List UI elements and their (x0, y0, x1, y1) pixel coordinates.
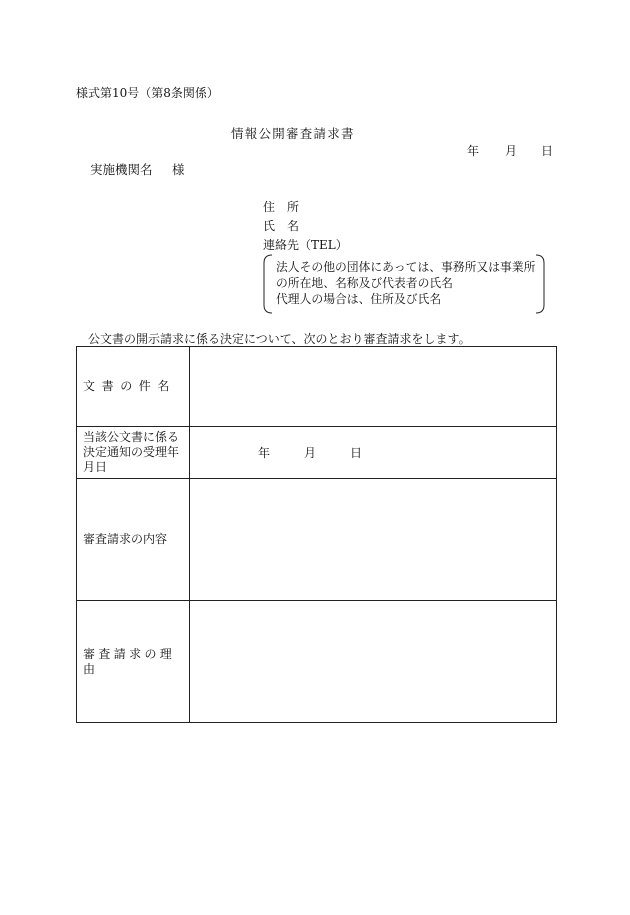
form-number: 様式第10号（第8条関係） (76, 86, 219, 100)
address-label: 住 所 (263, 200, 300, 214)
decision-day-label: 日 (350, 446, 363, 460)
applicant-note (262, 254, 546, 314)
contact-label: 連絡先（TEL） (263, 238, 348, 252)
request-content-label: 審査請求の内容 (77, 479, 190, 601)
document-title-label-text: 文書の件名 (83, 379, 177, 393)
name-label: 氏 名 (263, 219, 300, 233)
decision-date-field[interactable] (190, 427, 557, 479)
decision-month-label: 月 (304, 446, 317, 460)
date-year-label: 年 (467, 144, 480, 158)
table-row (77, 427, 557, 479)
note-line-3: 代理人の場合は、住所及び氏名 (276, 292, 442, 306)
request-reason-label (77, 601, 190, 723)
note-line-2: の所在地、名称及び代表者の氏名 (276, 276, 453, 290)
document-title-field[interactable] (190, 347, 557, 427)
date-line (467, 142, 553, 159)
request-table (76, 346, 557, 723)
request-reason-label-text: 審査請求の理由 (83, 646, 176, 676)
table-row (77, 347, 557, 427)
request-statement: 公文書の開示請求に係る決定について、次のとおり審査請求をします。 (88, 332, 471, 346)
decision-year-label: 年 (258, 446, 271, 460)
request-content-field[interactable] (190, 479, 557, 601)
document-title-label (77, 347, 190, 427)
request-reason-field[interactable] (190, 601, 557, 723)
date-day-label: 日 (541, 144, 554, 158)
addressee-name: 実施機関名 (90, 162, 153, 177)
table-row (77, 479, 557, 601)
date-month-label: 月 (505, 144, 518, 158)
page-title: 情報公開審査請求書 (231, 126, 355, 141)
decision-date-label: 当該公文書に係る決定通知の受理年月日 (77, 427, 190, 479)
note-line-1: 法人その他の団体にあっては、事務所又は事業所 (276, 260, 536, 274)
addressee-honorific: 様 (172, 162, 185, 177)
table-row (77, 601, 557, 723)
